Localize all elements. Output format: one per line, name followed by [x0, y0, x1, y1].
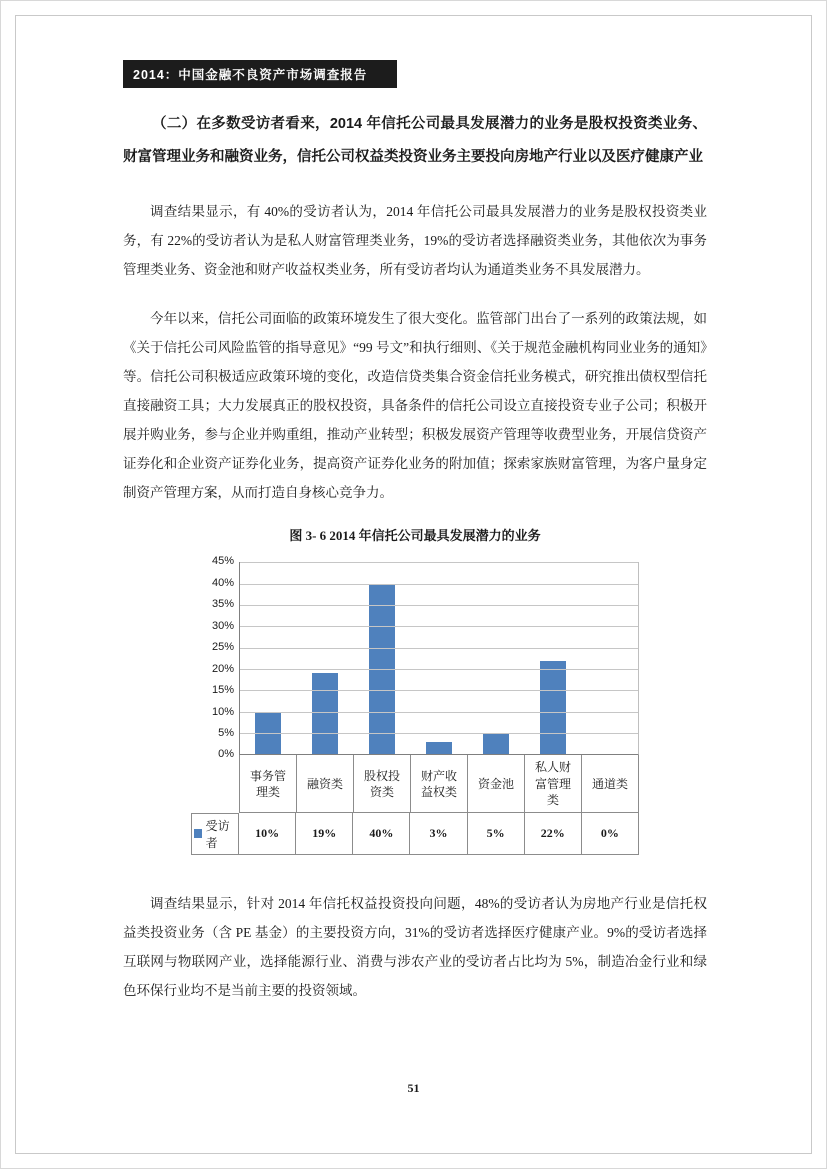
category-cell: 事务管理类	[240, 755, 297, 813]
bar	[540, 661, 566, 755]
bar-chart	[191, 555, 639, 855]
y-axis-tick-label: 5%	[218, 726, 234, 739]
legend-label: 受访者	[205, 818, 230, 850]
legend-cell	[191, 813, 239, 855]
category-cell: 股权投资类	[354, 755, 411, 813]
legend-swatch	[194, 829, 202, 838]
value-cell: 10%	[239, 813, 296, 855]
bar	[312, 673, 338, 754]
y-axis-tick-label: 45%	[211, 555, 234, 568]
y-axis-tick-label: 35%	[211, 598, 234, 611]
value-cell: 22%	[525, 813, 582, 855]
y-axis-tick-label: 40%	[211, 576, 234, 589]
value-cell: 5%	[468, 813, 525, 855]
gridline	[240, 669, 638, 670]
y-axis-tick-label: 25%	[211, 641, 234, 654]
bar	[426, 742, 452, 755]
figure-title: 图 3- 6 2014 年信托公司最具发展潜力的业务	[289, 528, 541, 544]
y-axis-tick-label: 30%	[211, 619, 234, 632]
bar-column	[240, 562, 297, 754]
page-content	[123, 1, 707, 1005]
y-axis-tick-label: 15%	[211, 684, 234, 697]
bar-column	[411, 562, 468, 754]
y-axis-tick-label: 20%	[211, 662, 234, 675]
value-cell: 19%	[296, 813, 353, 855]
bar-column	[524, 562, 581, 754]
category-cell: 财产收益权类	[411, 755, 468, 813]
report-header-title: 2014：中国金融不良资产市场调查报告	[133, 68, 368, 82]
category-row	[239, 755, 639, 813]
bar-column	[354, 562, 411, 754]
category-cell: 通道类	[582, 755, 639, 813]
gridline	[240, 562, 638, 563]
gridline	[240, 648, 638, 649]
bar-column	[467, 562, 524, 754]
gridline	[240, 712, 638, 713]
paragraph-2: 今年以来，信托公司面临的政策环境发生了很大变化。监管部门出台了一系列的政策法规，如《关于信托公司风险监管的指导意见》“99 号文”和执行细则、《关于规范金融机构同业业务的通知》等。信托公司积极适应政策环境的变化，改造信贷类集合资金信托业务模式，研究推出债权型信托直接融资工具；大力发展真正的股权投资，具备条件的信托公司设立直接投资专业子公司；积极开展并购业务，参与企业并购重组，推动产业转型；积极发展资产管理等收费型业务，开展信贷资产证券化和企业资产证券化业务，提高资产证券化业务的附加值；探索家族财富管理，为客户量身定制资产管理方案，从而打造自身核心竞争力。	[123, 311, 707, 501]
section-heading: （二）在多数受访者看来，2014 年信托公司最具发展潜力的业务是股权投资类业务、财富管理业务和融资业务，信托公司权益类投资业务主要投向房地产行业以及医疗健康产业	[123, 116, 707, 165]
gridline	[240, 690, 638, 691]
bar-column	[297, 562, 354, 754]
value-cell: 40%	[353, 813, 410, 855]
value-cell: 3%	[410, 813, 467, 855]
y-axis-tick-label: 0%	[218, 748, 234, 761]
value-cell: 0%	[582, 813, 639, 855]
figure-3-6	[123, 525, 707, 855]
category-cell: 资金池	[468, 755, 525, 813]
gridline	[240, 584, 638, 585]
bar-column	[581, 562, 638, 754]
paragraph-1: 调查结果显示，有 40%的受访者认为，2014 年信托公司最具发展潜力的业务是股权投资类业务，有 22%的受访者认为是私人财富管理类业务，19%的受访者选择融资类业务，其他依次为事务管理类业务、资金池和财产收益权类业务，所有受访者均认为通道类业务不具发展潜力。	[123, 204, 707, 278]
chart-plot	[239, 562, 639, 755]
gridline	[240, 626, 638, 627]
chart-y-axis	[191, 555, 239, 761]
gridline	[240, 605, 638, 606]
report-header-bar	[123, 60, 397, 88]
bar	[483, 733, 509, 754]
category-cell: 融资类	[297, 755, 354, 813]
value-row	[239, 813, 639, 855]
paragraph-3: 调查结果显示，针对 2014 年信托权益投资投向问题，48%的受访者认为房地产行业是信托权益类投资业务（含 PE 基金）的主要投资方向，31%的受访者选择医疗健康产业。9%的受访者选择互联网与物联网产业，选择能源行业、消费与涉农产业的受访者占比均为 5%，制造冶金行业和绿色环保行业均不是当前主要的投资领域。	[123, 895, 707, 999]
gridline	[240, 733, 638, 734]
category-cell: 私人财富管理类	[525, 755, 582, 813]
y-axis-tick-label: 10%	[211, 705, 234, 718]
table-corner	[191, 755, 239, 813]
chart-bars	[240, 562, 638, 754]
page-number: 51	[407, 1081, 420, 1095]
